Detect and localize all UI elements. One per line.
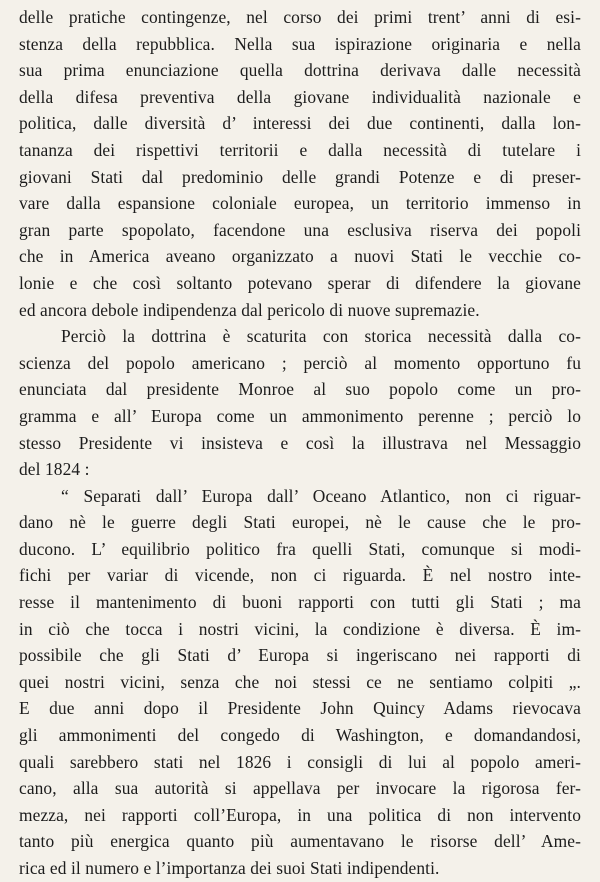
text-line: tananza dei rispettivi territorii e dalla necessità di tutelare i: [19, 139, 581, 160]
text-line: possibile che gli Stati d’ Europa si ingeriscano nei rapporti di: [19, 645, 581, 666]
text-line: del 1824 :: [19, 459, 90, 480]
text-line: quei nostri vicini, senza che noi stessi ce ne sentiamo colpiti „.: [19, 671, 581, 692]
text-line: vare dalla espansione coloniale europea, un territorio immenso in: [19, 193, 581, 214]
text-line: dano nè le guerre degli Stati europei, nè le cause che le pro-: [19, 512, 581, 533]
text-line: ducono. L’ equilibrio politico fra quelli Stati, comunque si modi-: [19, 538, 581, 559]
text-line: Perciò la dottrina è scaturita con storica necessità dalla co-: [61, 326, 581, 347]
text-line: sua prima enunciazione quella dottrina derivava dalle necessità: [19, 60, 581, 81]
book-page: [19, 4, 581, 882]
text-line: giovani Stati dal predominio delle grandi Potenze e di preser-: [19, 166, 581, 187]
text-line: delle pratiche contingenze, nel corso dei primi trent’ anni di esi-: [19, 7, 581, 27]
text-line: ed ancora debole indipendenza dal pericolo di nuove supremazie.: [19, 299, 480, 320]
text-line: resse il mantenimento di buoni rapporti con tutti gli Stati ; ma: [19, 592, 581, 613]
text-line: scienza del popolo americano ; perciò al momento opportuno fu: [19, 352, 581, 373]
text-line: politica, dalle diversità d’ interessi dei due continenti, dalla lon-: [19, 113, 581, 134]
text-line: stesso Presidente vi insisteva e così la illustrava nel Messaggio: [19, 432, 581, 453]
text-line: cano, alla sua autorità si appellava per invocare la rigorosa fer-: [19, 778, 581, 799]
paragraph-1: [19, 4, 581, 323]
paragraph-2: [19, 323, 581, 483]
text-line: stenza della repubblica. Nella sua ispirazione originaria e nella: [19, 33, 581, 54]
text-line: mezza, nei rapporti coll’Europa, in una politica di non intervento: [19, 804, 581, 825]
text-line: gran parte spopolato, facendone una esclusiva riserva dei popoli: [19, 219, 581, 240]
text-line: E due anni dopo il Presidente John Quincy Adams rievocava: [19, 698, 581, 719]
text-line: fichi per variar di vicende, non ci riguarda. È nel nostro inte-: [19, 565, 581, 586]
text-line: gramma e all’ Europa come un ammonimento perenne ; perciò lo: [19, 405, 581, 426]
paragraph-3-quotation: [19, 483, 581, 882]
text-line: enunciata dal presidente Monroe al suo popolo come un pro-: [19, 379, 581, 400]
text-line: in ciò che tocca i nostri vicini, la condizione è diversa. È im-: [19, 618, 581, 639]
text-line: tanto più energica quanto più aumentavano le risorse dell’ Ame-: [19, 831, 581, 852]
text-line: “ Separati dall’ Europa dall’ Oceano Atlantico, non ci riguar-: [61, 485, 581, 506]
text-line: della difesa preventiva della giovane individualità nazionale e: [19, 86, 581, 107]
text-line: rica ed il numero e l’importanza dei suoi Stati indipendenti.: [19, 858, 440, 878]
text-line: quali sarebbero stati nel 1826 i consigli di lui al popolo ameri-: [19, 751, 581, 772]
text-line: che in America aveano organizzato a nuovi Stati le vecchie co-: [19, 246, 581, 267]
text-line: gli ammonimenti del congedo di Washington, e domandandosi,: [19, 725, 581, 746]
text-line: lonie e che così soltanto potevano sperar di difendere la giovane: [19, 272, 581, 293]
